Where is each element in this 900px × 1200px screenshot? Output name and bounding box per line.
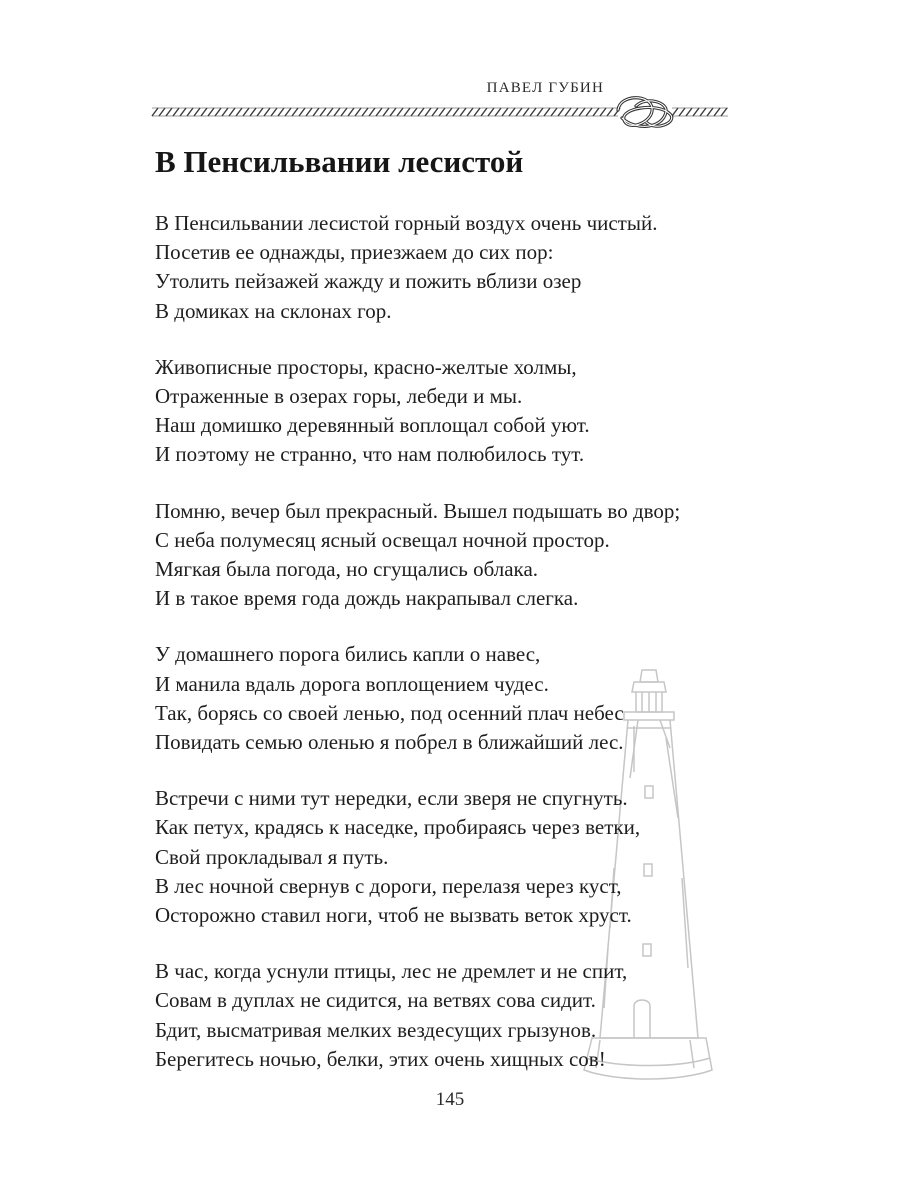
poem-line: Мягкая была погода, но сгущались облака.: [155, 557, 539, 582]
poem-body: [155, 209, 755, 1101]
stanza: [155, 640, 755, 757]
stanza: [155, 497, 755, 614]
poem-line: Посетив ее однажды, приезжаем до сих пор:: [155, 240, 554, 265]
poem-line: Свой прокладывал я путь.: [155, 844, 389, 869]
poem-line: Осторожно ставил ноги, чтоб не вызвать веток хруст.: [155, 903, 632, 928]
poem-line: Утолить пейзажей жажду и пожить вблизи озер: [155, 269, 582, 294]
poem-line: Наш домишко деревянный воплощал собой уют.: [155, 413, 590, 438]
poem-line: В Пенсильвании лесистой горный воздух очень чистый.: [155, 211, 658, 235]
poem-line: Отраженные в озерах горы, лебеди и мы.: [155, 384, 523, 409]
poem-title: В Пенсильвании лесистой: [155, 144, 524, 179]
poem-line: Помню, вечер был прекрасный. Вышел подышать во двор;: [155, 498, 681, 523]
stanza: [155, 957, 755, 1074]
poem-line: Живописные просторы, красно-желтые холмы,: [155, 354, 577, 379]
poem-line: И в такое время года дождь накрапывал слегка.: [155, 586, 579, 611]
poem-line: В час, когда уснули птицы, лес не дремлет и не спит,: [155, 959, 628, 984]
page-number: 145: [435, 1089, 465, 1110]
poem-line: В лес ночной свернув с дороги, перелазя через куст,: [155, 873, 622, 898]
poem-line: С неба полумесяц ясный освещал ночной простор.: [155, 527, 610, 552]
stanza: [155, 353, 755, 470]
poem-line: И манила вдаль дорога воплощением чудес.: [155, 671, 549, 696]
poem-line: Совам в дуплах не сидится, на ветвях сова сидит.: [155, 988, 596, 1013]
poem-line: Повидать семью оленью я побрел в ближайший лес.: [155, 730, 624, 755]
stanza: [155, 209, 755, 326]
poem-line: Бдит, высматривая мелких вездесущих грызунов.: [155, 1017, 597, 1042]
poem-line: Встречи с ними тут нередки, если зверя не спугнуть.: [155, 786, 628, 811]
poem-line: Берегитесь ночью, белки, этих очень хищных сов!: [155, 1046, 606, 1071]
poem-line: И поэтому не странно, что нам полюбилось тут.: [155, 442, 585, 467]
stanza: [155, 784, 755, 930]
poem-line: Так, борясь со своей ленью, под осенний плач небес: [155, 700, 624, 725]
rope-knot-divider-icon: [150, 92, 730, 136]
poem-line: В домиках на склонах гор.: [155, 298, 392, 323]
running-head: ПАВЕЛ ГУБИН: [486, 80, 604, 96]
poem-line: Как петух, крадясь к наседке, пробираясь через ветки,: [155, 815, 641, 840]
poem-line: У домашнего порога бились капли о навес,: [155, 642, 541, 667]
